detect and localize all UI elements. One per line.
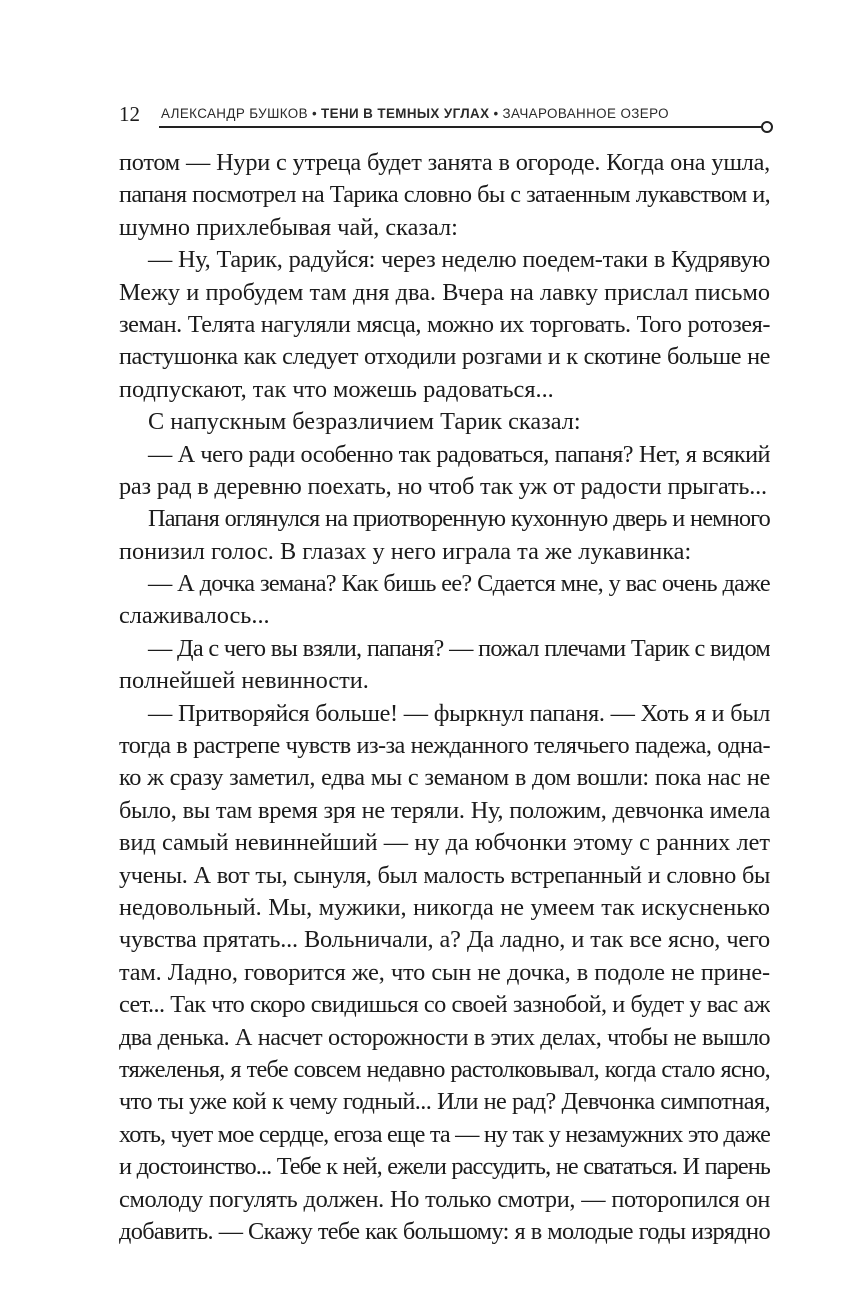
text-line: слаживалось... — [119, 602, 270, 630]
text-line: — Да с чего вы взяли, папаня? — пожал плечами Тарик с видом — [148, 634, 770, 662]
text-line: тогда в растрепе чувств из-за нежданного телячьего падежа, одна- — [119, 732, 770, 760]
text-line: понизил голос. В глазах у него играла та же лукавинка: — [119, 537, 692, 565]
running-header — [119, 100, 771, 136]
header-rule — [159, 126, 763, 128]
text-line: смолоду погулять должен. Но только смотри, — поторопился он — [119, 1185, 770, 1213]
author-name: АЛЕКСАНДР БУШКОВ — [161, 106, 308, 121]
text-line: добавить. — Скажу тебе как большому: я в молодые годы изрядно — [119, 1217, 770, 1245]
text-line: С напускным безразличием Тарик сказал: — [148, 408, 581, 436]
text-line: подпускают, так что можешь радоваться... — [119, 375, 554, 403]
text-line: папаня посмотрел на Тарика словно бы с затаенным лукавством и, — [119, 181, 770, 209]
text-line: пастушонка как следует отходили розгами и к скотине больше не — [119, 343, 770, 371]
text-line: было, вы там время зря не теряли. Ну, положим, девчонка имела — [119, 796, 770, 824]
text-line: недовольный. Мы, мужики, никогда не умеем так искусненько — [119, 893, 770, 921]
story-title: ЗАЧАРОВАННОЕ ОЗЕРО — [502, 106, 669, 121]
text-line: сет... Так что скоро свидишься со своей зазнобой, и будет у вас аж — [119, 991, 770, 1019]
body-text — [119, 147, 770, 1248]
text-line: Папаня оглянулся на приотворенную кухонную дверь и немного — [148, 505, 770, 533]
text-line: шумно прихлебывая чай, сказал: — [119, 213, 458, 241]
text-line: — А дочка земана? Как бишь ее? Сдается мне, у вас очень даже — [148, 570, 770, 598]
text-line: полнейшей невинности. — [119, 667, 369, 695]
book-title: ТЕНИ В ТЕМНЫХ УГЛАХ — [321, 106, 490, 121]
running-head-text — [161, 106, 669, 121]
page-number: 12 — [119, 102, 140, 126]
text-line: вид самый невиннейший — ну да юбчонки этому с ранних лет — [119, 829, 770, 857]
text-line: ко ж сразу заметил, едва мы с земаном в дом вошли: пока нас не — [119, 764, 770, 792]
text-line: земан. Телята нагуляли мясца, можно их торговать. Того ротозея- — [119, 310, 770, 338]
text-line: чувства прятать... Вольничали, а? Да ладно, и так все ясно, чего — [119, 926, 770, 954]
text-line: учены. А вот ты, сынуля, был малость встрепанный и словно бы — [119, 861, 770, 889]
separator-dot: • — [493, 106, 499, 121]
text-line: — А чего ради особенно так радоваться, папаня? Нет, я всякий — [148, 440, 770, 468]
text-line: и достоинство... Тебе к ней, ежели рассудить, не свататься. И парень — [119, 1153, 770, 1181]
text-line: там. Ладно, говорится же, что сын не дочка, в подоле не принe- — [119, 958, 770, 986]
text-line: Межу и пробудем там дня два. Вчера на лавку прислал письмо — [119, 278, 770, 306]
text-line: что ты уже кой к чему годный... Или не рад? Девчонка симпотная, — [119, 1088, 770, 1116]
separator-dot: • — [311, 106, 318, 121]
text-line: потом — Нури с утреца будет занята в огороде. Когда она ушла, — [119, 149, 770, 176]
text-line: тяжеленья, я тебе совсем недавно растолковывал, когда стало ясно, — [119, 1055, 770, 1083]
text-line: два денька. А насчет осторожности в этих делах, чтобы не вышло — [119, 1023, 770, 1051]
text-line: — Ну, Тарик, радуйся: через неделю поедем-таки в Кудрявую — [148, 246, 770, 274]
text-line: раз рад в деревню поехать, но чтоб так уж от радости прыгать... — [119, 472, 767, 500]
text-line: хоть, чует мое сердце, егоза еще та — ну так у незамужних это даже — [119, 1120, 770, 1148]
header-rule-end-circle — [761, 121, 773, 133]
text-line: — Притворяйся больше! — фыркнул папаня. — Хоть я и был — [148, 699, 770, 727]
